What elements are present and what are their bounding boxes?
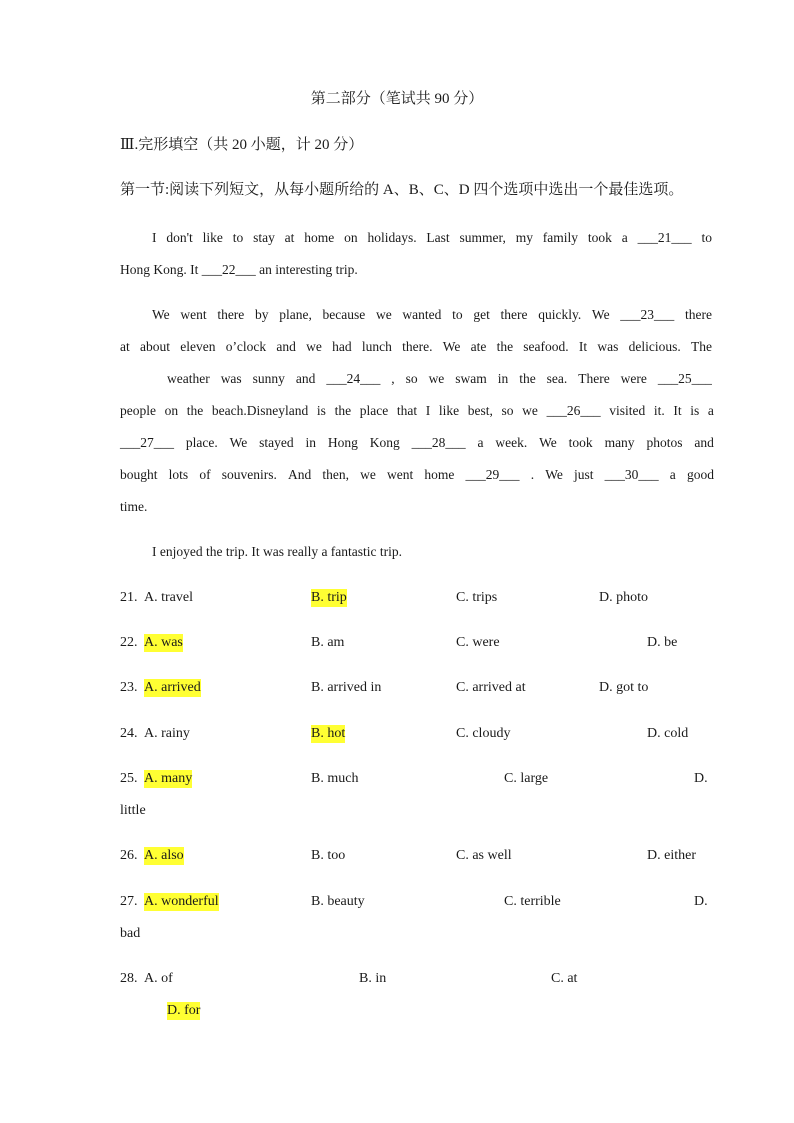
passage-word: we	[360, 467, 376, 482]
passage-word: ___28___	[411, 435, 466, 450]
option-c[interactable]: C. terrible	[504, 894, 561, 909]
passage-word: It	[673, 403, 682, 418]
passage-word: so	[501, 403, 514, 418]
option-b[interactable]: B. beauty	[311, 894, 365, 909]
passage-word: and	[276, 339, 296, 354]
passage-word: quickly.	[538, 307, 582, 322]
passage-word: in	[305, 435, 317, 450]
passage-word: to	[701, 230, 712, 245]
passage-word: by	[255, 307, 269, 322]
passage-word: ate	[470, 339, 487, 354]
passage-word: There	[578, 371, 610, 386]
question-number: 25.	[120, 771, 138, 786]
passage-word: we	[522, 403, 538, 418]
passage-word: good	[686, 467, 714, 482]
passage-word: best,	[467, 403, 493, 418]
passage-word: ___26___	[546, 403, 601, 418]
passage-word: ___21___	[637, 230, 692, 245]
passage-word: It	[578, 339, 588, 354]
question-number: 23.	[120, 680, 138, 695]
passage-word: is	[690, 403, 700, 418]
option-d[interactable]: D.	[694, 771, 708, 786]
passage-word: of	[199, 467, 211, 482]
option-a[interactable]: A. also	[144, 848, 184, 863]
passage-word: sea.	[546, 371, 568, 386]
passage-word: wanted	[402, 307, 442, 322]
passage-word: went	[180, 307, 207, 322]
passage-word: so	[405, 371, 418, 386]
passage-word: was	[220, 371, 242, 386]
passage-word: eleven	[180, 339, 216, 354]
passage-word: my	[515, 230, 533, 245]
passage-word: there	[217, 307, 245, 322]
passage-word: there	[500, 307, 528, 322]
passage-word: home	[424, 467, 455, 482]
passage-word: went	[387, 467, 414, 482]
passage-word: ___29___	[465, 467, 520, 482]
passage-line: time.	[120, 499, 148, 514]
passage-word: holidays.	[367, 230, 417, 245]
passage-word: plane,	[279, 307, 312, 322]
passage-word: were	[620, 371, 647, 386]
option-b[interactable]: B. too	[311, 848, 346, 863]
passage-word: then,	[322, 467, 349, 482]
option-a[interactable]: A. arrived	[144, 680, 201, 695]
passage-line	[120, 434, 714, 452]
option-d[interactable]: D.	[694, 894, 708, 909]
passage-word: in	[497, 371, 509, 386]
passage-word: souvenirs.	[221, 467, 277, 482]
passage-word: ___23___	[620, 307, 675, 322]
passage-word: the	[496, 339, 514, 354]
passage-word: weather	[167, 371, 210, 386]
passage-word: at	[120, 339, 130, 354]
passage-word: there	[684, 307, 712, 322]
passage-line	[152, 229, 712, 247]
passage-word: home	[304, 230, 335, 245]
passage-word: stay	[253, 230, 275, 245]
passage-word: ___30___	[604, 467, 659, 482]
option-d[interactable]: D. photo	[599, 590, 648, 605]
option-a[interactable]: A. rainy	[144, 726, 190, 741]
option-d-text[interactable]: bad	[120, 926, 141, 941]
option-c[interactable]: C. as well	[456, 848, 512, 863]
passage-word: had	[332, 339, 352, 354]
passage-word: We	[229, 435, 248, 450]
option-a[interactable]: A. many	[144, 771, 193, 786]
passage-word: people	[120, 403, 156, 418]
passage-word: I	[152, 230, 157, 245]
passage-word: ___25___	[657, 371, 712, 386]
passage-word: took	[568, 435, 593, 450]
passage-word: ___27___	[120, 435, 174, 450]
passage-line: Hong Kong. It ___22___ an interesting trip.	[120, 262, 358, 277]
option-b[interactable]: B. in	[359, 971, 387, 986]
passage-word: the	[186, 403, 204, 418]
passage-word: family	[542, 230, 579, 245]
option-d[interactable]: D. for	[167, 1003, 201, 1018]
passage-word: on	[164, 403, 179, 418]
option-c[interactable]: C. arrived at	[456, 680, 526, 695]
passage-word: seafood.	[523, 339, 569, 354]
part-title: 第二部分（笔试共 90 分）	[310, 91, 484, 107]
question-number: 24.	[120, 726, 138, 741]
passage-word: don't	[166, 230, 193, 245]
passage-word: swam	[455, 371, 487, 386]
passage-word: The	[690, 339, 712, 354]
passage-word: sunny	[252, 371, 285, 386]
passage-word: and	[295, 371, 316, 386]
passage-line	[120, 338, 712, 356]
passage-line	[120, 466, 714, 484]
passage-word: there.	[402, 339, 433, 354]
passage-word: that	[396, 403, 418, 418]
passage-word: we	[306, 339, 322, 354]
passage-word: And	[287, 467, 312, 482]
passage-word: We	[591, 307, 610, 322]
question-number: 26.	[120, 848, 138, 863]
passage-word: .	[530, 467, 535, 482]
passage-word: about	[139, 339, 170, 354]
passage-line	[152, 306, 712, 324]
passage-word: a	[621, 230, 628, 245]
question-number: 21.	[120, 590, 138, 605]
option-c[interactable]: C. large	[504, 771, 549, 786]
passage-word: at	[284, 230, 295, 245]
question-number: 27.	[120, 894, 138, 909]
passage-word: place	[359, 403, 389, 418]
passage-word: lots	[168, 467, 189, 482]
option-c[interactable]: C. at	[551, 971, 578, 986]
instruction-text: 第一节:阅读下列短文，从每小题所给的 A、B、C、D 四个选项中选出一个最佳选项。	[120, 182, 684, 198]
passage-word: we	[428, 371, 445, 386]
passage-word: the	[334, 403, 352, 418]
passage-word: a	[669, 467, 676, 482]
passage-word: a	[477, 435, 484, 450]
passage-word: week.	[495, 435, 528, 450]
passage-word: the	[519, 371, 536, 386]
option-b[interactable]: B. trip	[311, 590, 347, 605]
passage-word: get	[473, 307, 490, 322]
passage-word: We	[539, 435, 557, 450]
passage-word: we	[375, 307, 392, 322]
passage-word: many	[604, 435, 635, 450]
passage-word: beach.Disneyland	[211, 403, 309, 418]
passage-word: is	[316, 403, 326, 418]
option-d[interactable]: D. be	[647, 635, 678, 650]
section-heading: Ⅲ.完形填空（共 20 小题，计 20 分）	[120, 137, 364, 153]
passage-word: a	[707, 403, 714, 418]
passage-line: I enjoyed the trip. It was really a fantastic trip.	[152, 544, 403, 559]
passage-word: like	[438, 403, 460, 418]
option-c[interactable]: C. cloudy	[456, 726, 511, 741]
option-d[interactable]: D. either	[647, 848, 696, 863]
passage-word: stayed	[259, 435, 294, 450]
passage-word: delicious.	[628, 339, 681, 354]
option-a[interactable]: A. wonderful	[144, 894, 219, 909]
question-number: 28.	[120, 971, 138, 986]
passage-word: to	[452, 307, 463, 322]
option-b[interactable]: B. arrived in	[311, 680, 382, 695]
option-d[interactable]: D. cold	[647, 726, 689, 741]
passage-word: took	[587, 230, 612, 245]
passage-word: on	[344, 230, 358, 245]
passage-word: just	[574, 467, 594, 482]
passage-word: ,	[391, 371, 395, 386]
option-b[interactable]: B. am	[311, 635, 345, 650]
option-b[interactable]: B. hot	[311, 726, 346, 741]
option-b[interactable]: B. much	[311, 771, 359, 786]
option-a[interactable]: A. was	[144, 635, 183, 650]
option-d[interactable]: D. got to	[599, 680, 649, 695]
passage-word: Hong	[327, 435, 358, 450]
passage-word: to	[232, 230, 244, 245]
passage-word: I	[425, 403, 431, 418]
passage-word: like	[202, 230, 223, 245]
passage-word: ___24___	[326, 371, 381, 386]
passage-word: visited	[609, 403, 646, 418]
passage-word: it.	[653, 403, 665, 418]
passage-word: because	[322, 307, 366, 322]
passage-word: o’clock	[225, 339, 267, 354]
passage-word: lunch	[361, 339, 392, 354]
passage-word: We	[545, 467, 563, 482]
passage-word: place.	[185, 435, 218, 450]
option-a[interactable]: A. of	[144, 971, 173, 986]
passage-word: Kong	[369, 435, 400, 450]
passage-line	[120, 402, 714, 420]
passage-word: We	[442, 339, 461, 354]
passage-word: photos	[646, 435, 683, 450]
option-c[interactable]: C. were	[456, 635, 500, 650]
passage-line	[167, 370, 712, 388]
option-c[interactable]: C. trips	[456, 590, 498, 605]
question-number: 22.	[120, 635, 138, 650]
passage-word: summer,	[459, 230, 506, 245]
passage-word: We	[152, 307, 170, 322]
option-a[interactable]: A. travel	[144, 590, 193, 605]
passage-word: and	[694, 435, 714, 450]
option-d-text[interactable]: little	[120, 803, 146, 818]
passage-word: Last	[426, 230, 450, 245]
passage-word: bought	[120, 467, 158, 482]
passage-word: was	[597, 339, 619, 354]
